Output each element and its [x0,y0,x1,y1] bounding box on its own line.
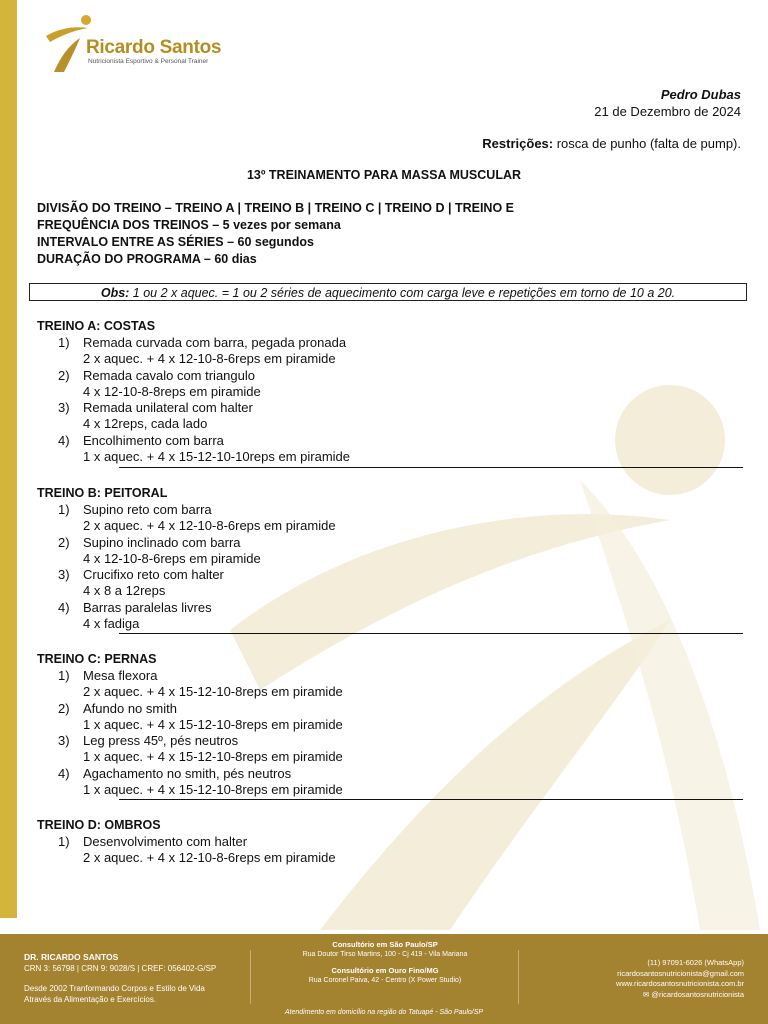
footer-offices [250,940,520,986]
exercise-item [37,433,743,466]
exercise-item [37,567,743,600]
exercise-number: 1) [58,834,70,849]
brand-name: Ricardo Santos [86,37,222,58]
workout-title: TREINO C: PERNAS [37,652,157,666]
exercise-number: 1) [58,502,70,517]
footer-divider [518,950,519,1004]
spec-division: DIVISÃO DO TREINO – TREINO A | TREINO B | TREINO C | TREINO D | TREINO E [37,201,514,215]
exercise-sets: 4 x fadiga [83,616,140,632]
exercise-number: 2) [58,367,70,383]
spec-interval: INTERVALO ENTRE AS SÉRIES – 60 segundos [37,235,314,249]
document-title: 13º TREINAMENTO PARA MASSA MUSCULAR [246,168,522,182]
exercise-item [37,834,743,867]
instagram-handle: @ricardosantosnutricionista [651,989,744,999]
exercise-number: 1) [58,335,70,350]
footer-left [24,952,216,1005]
office-mg-address: Rua Coronel Paiva, 42 - Centro (X Power Studio) [308,977,462,984]
contact-phone[interactable]: (11) 97091-6026 (WhatsApp) [647,958,744,967]
obs-text: 1 ou 2 x aquec. = 1 ou 2 séries de aquecimento com carga leve e repetições em torno de 10 a 20. [129,286,676,300]
section-divider [119,799,743,800]
runner-icon [44,14,92,74]
exercise-name: Barras paralelas livres [83,599,212,615]
restrictions-label: Restrições: [482,136,554,151]
workout-a [37,318,743,465]
exercise-number: 4) [58,765,70,781]
gold-side-bar [0,0,17,918]
client-name: Pedro Dubas [660,87,741,102]
footer-note: Atendimento em domicílio na região do Tatuapé - São Paulo/SP [284,1009,484,1016]
exercise-item [37,535,743,568]
client-header [594,86,741,120]
exercise-name: Leg press 45º, pés neutros [83,733,239,749]
workout-d [37,817,743,867]
exercise-item [37,400,743,433]
exercise-number: 3) [58,733,70,749]
exercise-number: 4) [58,599,70,615]
workout-b [37,485,743,632]
exercise-item [37,733,743,766]
footer-tagline-2: Através da Alimentação e Exercícios. [24,995,157,1004]
exercise-name: Crucifixo reto com halter [83,567,224,583]
exercise-sets: 1 x aquec. + 4 x 15-12-10-8reps em piramide [83,716,343,732]
spec-duration: DURAÇÃO DO PROGRAMA – 60 dias [37,252,257,266]
workout-title: TREINO D: OMBROS [37,818,161,832]
office-sp-title: Consultório em São Paulo/SP [332,940,438,949]
exercise-number: 4) [58,432,70,448]
contact-instagram[interactable] [616,990,744,1001]
exercise-item [37,701,743,734]
exercise-number: 2) [58,534,70,550]
document-date: 21 de Dezembro de 2024 [594,104,741,119]
exercise-sets: 1 x aquec. + 4 x 15-12-10-8reps em piramide [83,782,343,798]
brand-subtitle: Nutricionista Esportivo & Personal Trainer [88,58,209,65]
observation-box [29,283,747,301]
exercise-name: Supino inclinado com barra [83,534,241,550]
exercise-sets: 4 x 12-10-8-6reps em piramide [83,550,261,566]
exercise-name: Remada curvada com barra, pegada pronada [83,335,347,350]
contact-email[interactable]: ricardosantosnutricionista@gmail.com [617,968,744,978]
exercise-sets: 2 x aquec. + 4 x 12-10-8-6reps em piramide [83,850,336,866]
exercise-name: Agachamento no smith, pés neutros [83,765,292,781]
exercise-number: 3) [58,567,70,583]
exercise-item [37,668,743,701]
restrictions-text: rosca de punho (falta de pump). [553,136,741,151]
obs-label: Obs: [100,286,130,300]
exercise-name: Remada unilateral com halter [83,400,253,416]
workout-title: TREINO A: COSTAS [37,319,156,333]
footer-tagline-1: Desde 2002 Tranformando Corpos e Estilo de Vida [24,984,205,993]
exercise-name: Supino reto com barra [83,502,212,517]
workout-title: TREINO B: PEITORAL [37,486,168,500]
instagram-icon: ✉ [642,989,652,999]
exercise-item [37,335,743,368]
exercise-item [37,368,743,401]
doctor-registry: CRN 3: 56798 | CRN 9: 9028/S | CREF: 056402-G/SP [24,964,217,973]
doctor-name: DR. RICARDO SANTOS [24,952,119,962]
exercise-name: Afundo no smith [83,700,177,716]
spec-frequency: FREQUÊNCIA DOS TREINOS – 5 vezes por semana [37,218,341,232]
exercise-sets: 1 x aquec. + 4 x 15-12-10-8reps em piramide [83,749,343,765]
exercise-sets: 1 x aquec. + 4 x 15-12-10-10reps em piramide [83,449,351,465]
exercise-name: Mesa flexora [83,668,158,683]
office-sp-address: Rua Doutor Tirso Martins, 100 - Cj 419 - Vila Mariana [302,951,468,958]
exercise-number: 2) [58,700,70,716]
exercise-number: 3) [58,400,70,416]
footer [0,934,768,1024]
exercise-sets: 4 x 12reps, cada lado [83,416,208,432]
exercise-sets: 2 x aquec. + 4 x 12-10-8-6reps em piramide [83,518,336,534]
office-mg-title: Consultório em Ouro Fino/MG [331,966,439,975]
restrictions [482,136,741,151]
footer-contacts [616,958,744,1000]
exercise-sets: 2 x aquec. + 4 x 15-12-10-8reps em piramide [83,684,343,700]
exercise-name: Desenvolvimento com halter [83,834,248,849]
exercise-name: Encolhimento com barra [83,432,224,448]
exercise-item [37,502,743,535]
exercise-name: Remada cavalo com triangulo [83,367,255,383]
training-specs [37,200,514,268]
exercise-sets: 2 x aquec. + 4 x 12-10-8-6reps em piramide [83,351,336,367]
exercise-item [37,600,743,633]
exercise-number: 1) [58,668,70,683]
workout-c [37,651,743,798]
section-divider [119,633,743,634]
exercise-item [37,766,743,799]
exercise-sets: 4 x 8 a 12reps [83,583,166,599]
section-divider [119,467,743,468]
contact-website[interactable]: www.ricardosantosnutricionista.com.br [616,979,744,988]
exercise-sets: 4 x 12-10-8-8reps em piramide [83,383,261,399]
